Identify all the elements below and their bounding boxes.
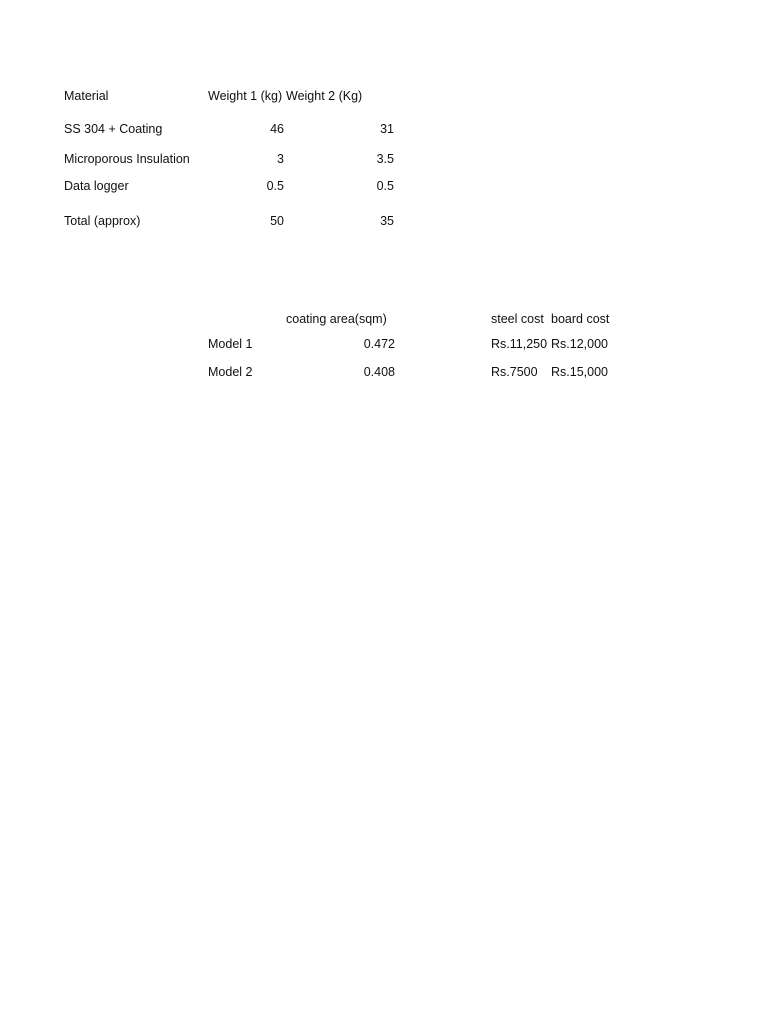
row-material: Data logger <box>64 179 129 193</box>
total-weight-2: 35 <box>380 214 394 228</box>
header-board-cost: board cost <box>551 312 610 326</box>
total-weight-1: 50 <box>270 214 284 228</box>
row-weight-1: 46 <box>270 122 284 136</box>
board-cost-value: Rs.15,000 <box>551 365 608 379</box>
row-material: Microporous Insulation <box>64 152 190 166</box>
row-weight-1: 3 <box>277 152 284 166</box>
row-weight-2: 0.5 <box>376 179 394 193</box>
header-coating-area: coating area(sqm) <box>286 312 387 326</box>
model-label: Model 1 <box>208 337 253 351</box>
row-weight-1: 0.5 <box>266 179 284 193</box>
header-material: Material <box>64 89 109 103</box>
row-weight-2: 3.5 <box>376 152 394 166</box>
board-cost-value: Rs.12,000 <box>551 337 608 351</box>
steel-cost-value: Rs.11,250 <box>491 337 548 351</box>
header-weight-2: Weight 2 (Kg) <box>286 89 363 103</box>
steel-cost-value: Rs.7500 <box>491 365 538 379</box>
row-weight-2: 31 <box>380 122 394 136</box>
total-label: Total (approx) <box>64 214 141 228</box>
row-material: SS 304 + Coating <box>64 122 163 136</box>
coating-area-value: 0.408 <box>363 365 395 379</box>
model-label: Model 2 <box>208 365 253 379</box>
header-weight-1: Weight 1 (kg) <box>208 89 283 103</box>
header-steel-cost: steel cost <box>491 312 544 326</box>
coating-area-value: 0.472 <box>363 337 395 351</box>
